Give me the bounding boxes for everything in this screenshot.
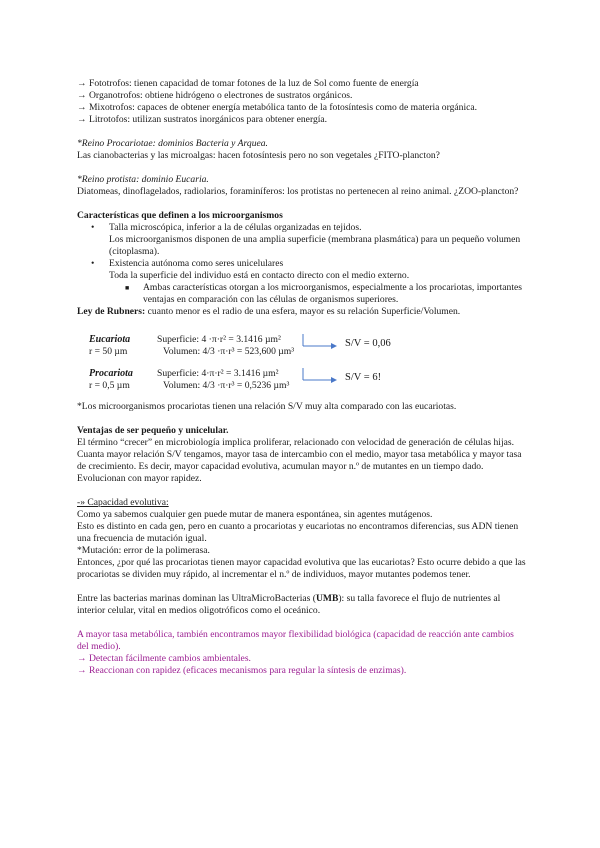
spacer	[77, 413, 527, 425]
caracteristicas-heading: Características que definen a los microorganismos	[77, 210, 283, 221]
bullet-detail: Los microorganismos disponen de una amplia superficie (membrana plasmática) para un pequeño volumen (citoplasma).	[109, 234, 521, 257]
spacer	[77, 162, 527, 174]
spacer	[77, 198, 527, 210]
eucariota-label: Eucariota	[89, 334, 131, 345]
protista-title: *Reino protista: dominio Eucaria.	[77, 174, 209, 185]
bullet-text: Existencia autónoma como seres unicelulares	[109, 258, 284, 269]
capacidad-line-1: Como ya sabemos cualquier gen puede mutar de manera espontánea, sin agentes mutágenos.	[77, 509, 433, 520]
eucariota-radius: r = 50 µm	[89, 346, 128, 357]
capacidad-line-2: Esto es distinto en cada gen, pero en cuanto a procariotas y eucariotas no encontramos diferencias, sus ADN tienen una frecuencia de mutación igual.	[77, 521, 519, 544]
ventajas-heading: Ventajas de ser pequeño y unicelular.	[77, 425, 229, 436]
square-bullet-mark: ■	[125, 284, 130, 292]
rubners-text: cuanto menor es el radio de una esfera, mayor es su relación Superficie/Volumen.	[145, 306, 461, 317]
procariota-radius: r = 0,5 µm	[89, 380, 130, 391]
document-page	[77, 78, 527, 677]
umb-paragraph	[77, 593, 527, 617]
protista-text: Diatomeas, dinoflagelados, radiolarios, foraminíferos: los protistas no pertenecen al reino animal. ¿ZOO-plancton?	[77, 186, 519, 197]
intro-litotrofos: → Litrotofos: utilizan sustratos inorgánicos para obtener energía.	[77, 114, 328, 125]
intro-organotrofos: → Organotrofos: obtiene hidrógeno o electrones de sustratos orgánicos.	[77, 90, 353, 101]
umb-pre: Entre las bacterias marinas dominan las UltraMicroBacterias (	[77, 593, 316, 604]
procariota-surface: Superficie: 4·π·r² = 3.1416 µm²	[157, 368, 279, 379]
procariota-result: S/V = 6!	[345, 372, 382, 383]
eucariota-volume: Volumen: 4/3 ·π·r³ = 523,600 µm³	[163, 346, 295, 357]
procariota-arrow-icon	[301, 366, 339, 390]
bullet-item	[77, 258, 527, 270]
sub-bullet-item	[77, 282, 527, 306]
sub-bullet-text: Ambas características otorgan a los microorganismos, especialmente a los procariotas, importantes ventajas en comparación con las células de organismos superiores.	[143, 282, 523, 305]
intro-fototrofos: → Fototrofos: tienen capacidad de tomar fotones de la luz de Sol como fuente de energía	[77, 78, 419, 89]
bullet-mark: •	[91, 222, 95, 233]
spacer	[77, 126, 527, 138]
capacidad-line-3: *Mutación: error de la polimerasa.	[77, 545, 210, 556]
purple-line-3: → Reaccionan con rapidez (eficaces mecanismos para regular la síntesis de enzimas).	[77, 665, 407, 676]
capacidad-line-4: Entonces, ¿por qué las procariotas tienen mayor capacidad evolutiva que las eucariotas? Esto ocurre debido a que las procariotas se dividen muy rápido, al incrementar el n.º de individuos, mayor mutantes podemos tener.	[77, 557, 526, 580]
procariota-label: Procariota	[89, 368, 133, 379]
eucariota-result: S/V = 0,06	[345, 338, 391, 349]
bullet-text: Talla microscópica, inferior a la de células organizadas en tejidos.	[109, 222, 362, 233]
sv-calculation	[89, 318, 527, 396]
bullet-mark: •	[91, 258, 95, 269]
capacidad-heading: -» Capacidad evolutiva:	[77, 497, 169, 508]
spacer	[77, 581, 527, 593]
umb-acronym: UMB	[315, 593, 339, 604]
spacer	[77, 485, 527, 497]
procariotae-title: *Reino Procariotae: dominios Bacteria y Arquea.	[77, 138, 268, 149]
spacer	[77, 617, 527, 629]
rubners-law	[77, 306, 527, 318]
bullet-detail: Toda la superficie del individuo está en contacto directo con el medio externo.	[109, 270, 410, 281]
sv-note: *Los microorganismos procariotas tienen una relación S/V muy alta comparado con las eucariotas.	[77, 401, 457, 412]
procariota-volume: Volumen: 4/3 ·π·r³ = 0,5236 µm³	[163, 380, 290, 391]
eucariota-arrow-icon	[301, 332, 339, 356]
purple-line-1: A mayor tasa metabólica, también encontramos mayor flexibilidad biológica (capacidad de reacción ante cambios del medio).	[77, 629, 514, 652]
ventajas-paragraph-2: Cuanta mayor relación S/V tengamos, mayor tasa de intercambio con el medio, mayor tasa metabólica y mayor tasa de crecimiento. Es decir, mayor capacidad evolutiva, acumulan mayor n.º de mutantes en un tiempo dado. Evolucionan con mayor rapidez.	[77, 449, 522, 484]
bullet-item	[77, 222, 527, 234]
purple-line-2: → Detectan fácilmente cambios ambientales.	[77, 653, 251, 664]
procariotae-text: Las cianobacterias y las microalgas: hacen fotosíntesis pero no son vegetales ¿FITO-plancton?	[77, 150, 440, 161]
eucariota-surface: Superficie: 4 ·π·r² = 3.1416 µm²	[157, 334, 281, 345]
ventajas-paragraph-1: El término “crecer” en microbiología implica proliferar, relacionado con velocidad de generación de células hijas.	[77, 437, 514, 448]
intro-mixotrofos: → Mixotrofos: capaces de obtener energía metabólica tanto de la fotosíntesis como de materia orgánica.	[77, 102, 478, 113]
umb-post: ): su talla favorece el flujo de nutrientes al interior celular, vital en medios oligotróficos como el oceánico.	[77, 593, 501, 616]
rubners-label: Ley de Rubners:	[77, 306, 146, 317]
